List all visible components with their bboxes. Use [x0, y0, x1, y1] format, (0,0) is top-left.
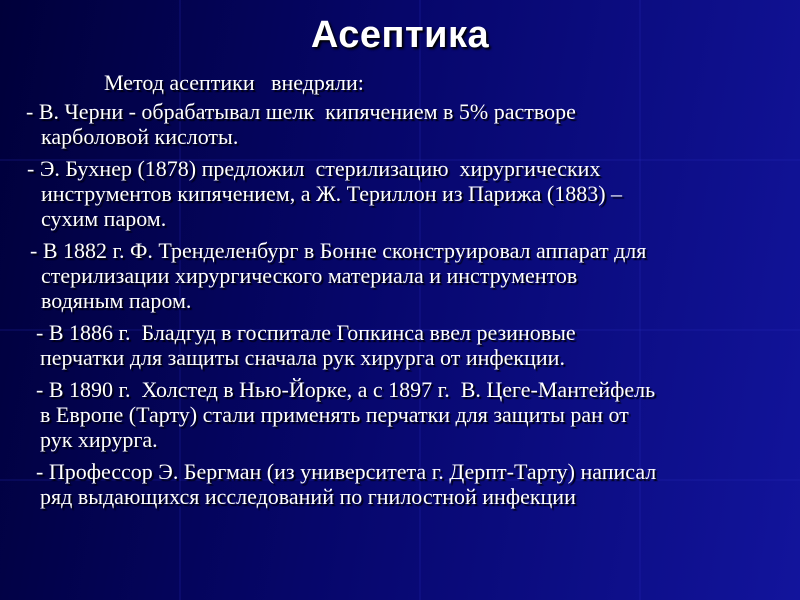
intro-text: Метод асептики внедряли:	[104, 70, 364, 95]
list-item-line: - В 1890 г. Холстед в Нью-Йорке, а с 1897 г. В. Цеге-Мантейфель	[36, 377, 656, 402]
list-item-halsted	[26, 377, 784, 452]
list-item-line: в Европе (Тарту) стали применять перчатки для защиты ран от	[40, 402, 629, 427]
list-item-line: перчатки для защиты сначала рук хирурга от инфекции.	[40, 345, 565, 370]
list-item-line: - Э. Бухнер (1878) предложил стерилизацию хирургических	[27, 156, 601, 181]
list-item-buchner	[26, 156, 784, 231]
list-item-trendelenburg	[26, 238, 784, 313]
list-item-line: сухим паром.	[41, 206, 167, 231]
list-item-line: - В 1882 г. Ф. Тренделенбург в Бонне сконструировал аппарат для	[30, 238, 647, 263]
list-item-line: стерилизации хирургического материала и инструментов	[41, 263, 578, 288]
list-item-line: ряд выдающихся исследований по гнилостной инфекции	[40, 484, 576, 509]
list-item-line: рук хирурга.	[40, 427, 158, 452]
list-item-line: водяным паром.	[41, 288, 192, 313]
list-item-bergmann	[26, 459, 784, 509]
list-item-line: карболовой кислоты.	[41, 124, 239, 149]
list-item-line: - Профессор Э. Бергман (из университета г. Дерпт-Тарту) написал	[36, 459, 657, 484]
list-item-line: - В 1886 г. Бладгуд в госпитале Гопкинса ввел резиновые	[36, 320, 576, 345]
list-item-line: инструментов кипячением, а Ж. Териллон из Парижа (1883) –	[41, 181, 623, 206]
slide-body	[26, 70, 784, 516]
list-item-cherny	[26, 99, 784, 149]
list-item-line: - В. Черни - обрабатывал шелк кипячением в 5% растворе	[26, 99, 576, 124]
list-item-bloodgood	[26, 320, 784, 370]
slide-title: Асептика	[310, 14, 490, 56]
